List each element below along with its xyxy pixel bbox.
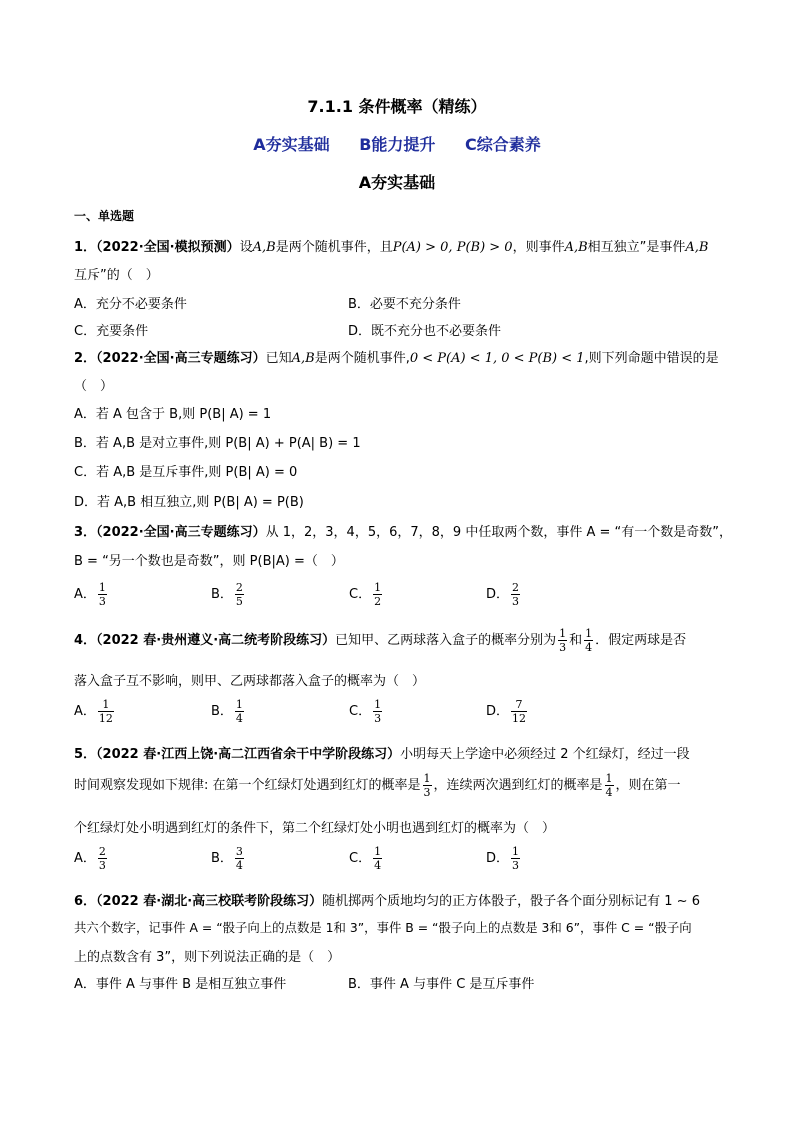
q2-stem-line1 [74,347,719,366]
q1-source: （2022·全国·模拟预测） [96,240,240,255]
numerator: 2 [98,845,106,858]
option-label: C． [349,851,372,866]
numerator: 1 [98,581,106,594]
numerator: 1 [98,698,114,712]
q6-stem-line3: 上的点数含有 3”，则下列说法正确的是（ ） [74,950,341,965]
denominator: 12 [98,712,113,725]
q1-events: A,B [252,240,276,255]
option-label: B． [211,704,233,719]
q1-option-c: C．充要条件 [74,324,149,339]
q2-answer-paren: （ ） [74,379,114,394]
option-label: B． [211,587,233,602]
denominator: 3 [98,859,106,872]
denominator: 3 [423,786,431,799]
q3-text: 从 1，2，3，4，5，6，7，8，9 中任取两个数，事件 A = “有一个数是奇数”， [265,525,732,540]
denominator: 12 [512,712,527,725]
q6-number: 6． [74,894,97,909]
q4-number: 4． [74,633,97,648]
q4-option-c [349,698,384,725]
q5-source: （2022 春·江西上饶·高二江西省余干中学阶段练习） [96,747,401,762]
q1-events: A,B [685,240,709,255]
q5-text: ，则在第一 [615,778,681,793]
option-label: B． [211,851,233,866]
q3-number: 3． [74,525,97,540]
denominator: 4 [605,786,613,799]
q4-text: ．假定两球是否 [595,633,687,648]
denominator: 3 [512,595,520,608]
q3-option-a [74,581,109,608]
numerator: 2 [235,581,243,594]
q6-text: 随机掷两个质地均匀的正方体骰子，骰子各个面分别标记有 1 ~ 6 [322,894,700,909]
q3-stem-line1 [74,521,732,540]
q4-option-a [74,698,116,725]
denominator: 4 [374,859,382,872]
page-title: 7.1.1 条件概率（精练） [307,97,487,116]
fraction [584,627,593,654]
q2-option-a: A．若 A 包含于 B,则 P(B| A) = 1 [74,407,272,422]
q5-text: 小明每天上学途中必须经过 2 个红绿灯，经过一段 [400,747,690,762]
fraction [511,845,520,872]
numerator: 1 [423,772,431,785]
q2-source: （2022·全国·高三专题练习） [96,351,266,366]
q3-source: （2022·全国·高三专题练习） [96,525,266,540]
denominator: 3 [559,641,567,654]
q2-text: ,则下列命题中错误的是 [584,351,719,366]
q3-option-b [211,581,246,608]
level-tab-a: A夯实基础 [253,135,330,154]
q4-stem-line1 [74,627,686,654]
level-tab-b: B能力提升 [359,135,436,154]
q3-stem-line2: B = “另一个数也是奇数”，则 P(B|A) =（ ） [74,554,344,569]
numerator: 1 [605,772,613,785]
q1-text: 是两个随机事件，且 [275,240,393,255]
option-label: A． [74,851,96,866]
q5-stem-line2 [74,772,681,799]
numerator: 1 [512,845,520,858]
q1-number: 1． [74,240,97,255]
fraction [98,581,107,608]
q5-text: 时间观察发现如下规律: 在第一个红绿灯处遇到红灯的概率是 [74,778,421,793]
q4-stem-line2: 落入盒子互不影响，则甲、乙两球都落入盒子的概率为（ ） [74,674,426,689]
denominator: 3 [98,595,106,608]
option-label: A． [74,587,96,602]
option-label: D． [486,851,510,866]
numerator: 7 [511,698,527,712]
q5-option-c [349,845,384,872]
denominator: 4 [235,712,243,725]
numerator: 1 [374,845,382,858]
fraction [558,627,567,654]
q4-text: 已知甲、乙两球落入盒子的概率分别为 [335,633,557,648]
q2-number: 2． [74,351,97,366]
q4-text: 和 [569,633,583,648]
q6-stem-line1 [74,890,700,909]
denominator: 4 [585,641,593,654]
fraction [605,772,614,799]
q1-events: A,B [564,240,588,255]
fraction [373,581,382,608]
q1-option-b: B．必要不充分条件 [348,297,461,312]
q5-option-b [211,845,246,872]
section-heading: A夯实基础 [358,173,436,192]
q5-option-a [74,845,109,872]
q5-option-d [486,845,522,872]
fraction [511,698,527,725]
q6-stem-line2: 共六个数字，记事件 A = “骰子向上的点数是 1和 3”，事件 B = “骰子向上的点数是 3和 6”，事件 C = “骰子向 [74,920,692,935]
numerator: 3 [235,845,243,858]
option-label: D． [486,704,510,719]
option-label: D． [486,587,510,602]
numerator: 1 [585,627,593,640]
q2-text: 是两个随机事件, [314,351,410,366]
fraction [511,581,520,608]
fraction [423,772,432,799]
q1-option-d: D．既不充分也不必要条件 [348,324,502,339]
q1-text: 设 [239,240,253,255]
q1-stem-line2: 互斥”的（ ） [74,268,159,283]
q1-stem-line1 [74,236,708,255]
question-type-heading: 一、单选题 [74,209,135,223]
q2-option-b: B．若 A,B 是对立事件,则 P(B| A) + P(A| B) = 1 [74,436,361,451]
q2-events: A,B [291,351,315,366]
q1-text: ，则事件 [512,240,565,255]
q5-number: 5． [74,747,97,762]
numerator: 1 [235,698,243,711]
q3-option-d [486,581,522,608]
numerator: 2 [512,581,520,594]
fraction [235,581,244,608]
numerator: 1 [374,581,382,594]
fraction [235,698,244,725]
denominator: 5 [235,595,243,608]
q6-source: （2022 春·湖北·高三校联考阶段练习） [96,894,323,909]
denominator: 2 [374,595,382,608]
q3-option-c [349,581,384,608]
q2-condition: 0 < P(A) < 1, 0 < P(B) < 1 [409,351,585,366]
denominator: 3 [374,712,382,725]
q2-option-d: D．若 A,B 相互独立,则 P(B| A) = P(B) [74,495,304,510]
q6-option-a: A．事件 A 与事件 B 是相互独立事件 [74,977,287,992]
level-tabs [0,132,794,155]
q4-source: （2022 春·贵州遵义·高二统考阶段练习） [96,633,336,648]
q1-condition: P(A) > 0, P(B) > 0 [392,240,513,255]
fraction [98,698,114,725]
fraction [98,845,107,872]
q6-option-b: B．事件 A 与事件 C 是互斥事件 [348,977,535,992]
option-label: A． [74,704,96,719]
q2-text: 已知 [265,351,292,366]
q4-option-b [211,698,246,725]
option-label: C． [349,587,372,602]
fraction [235,845,244,872]
q5-stem-line1 [74,743,690,762]
fraction [373,845,382,872]
q1-text: 相互独立”是事件 [587,240,686,255]
fraction [373,698,382,725]
level-tab-c: C综合素养 [465,135,541,154]
q4-option-d [486,698,529,725]
numerator: 1 [559,627,567,640]
option-label: C． [349,704,372,719]
denominator: 3 [512,859,520,872]
q1-option-a: A．充分不必要条件 [74,297,187,312]
q5-stem-line3: 个红绿灯处小明遇到红灯的条件下，第二个红绿灯处小明也遇到红灯的概率为（ ） [74,821,556,836]
denominator: 4 [235,859,243,872]
q2-option-c: C．若 A,B 是互斥事件,则 P(B| A) = 0 [74,465,298,480]
numerator: 1 [374,698,382,711]
q5-text: ，连续两次遇到红灯的概率是 [433,778,603,793]
